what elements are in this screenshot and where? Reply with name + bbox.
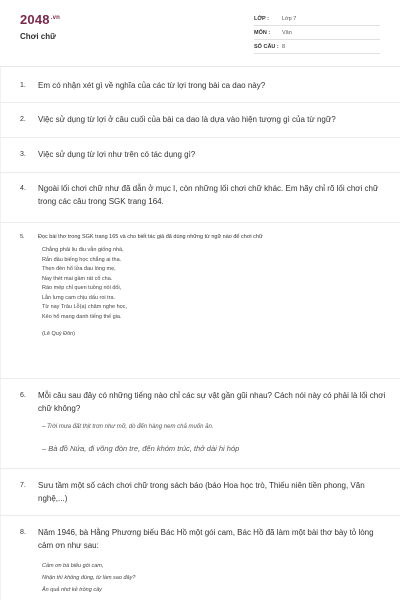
- poem-line: Từ nay Trâu Lỗ(a) chăm nghe học,: [42, 304, 128, 310]
- question-3: [20, 148, 388, 161]
- divider: [0, 222, 400, 223]
- meta-row-subject: [254, 26, 380, 40]
- question-4: [20, 182, 388, 208]
- poem: [42, 246, 388, 322]
- header-divider: [0, 66, 400, 67]
- poem-line: Nay thét mai gầm rát cổ cha.: [42, 275, 113, 282]
- poem-line: Ráo mép chỉ quen tuồng nói dối,: [42, 285, 122, 291]
- letter-line: Cảm ơn bà biếu gói cam,: [42, 563, 104, 569]
- meta-value: Lớp 7: [282, 15, 297, 22]
- question-number: 2.: [20, 116, 26, 123]
- example-quote: – Trời mưa đất thịt trơn như mỡ, dò đến hàng nem chả muốn ăn.: [42, 424, 214, 430]
- question-text: Việc sử dụng từ lợi ở câu cuối của bài ca dao là dựa vào hiện tượng gì của từ ngữ?: [38, 115, 336, 124]
- meta-value: 8: [282, 43, 286, 50]
- question-1: [20, 79, 388, 92]
- meta-row-count: [254, 40, 380, 54]
- poem-author: (Lê Quý Đôn): [42, 331, 76, 337]
- meta-value: Văn: [282, 29, 292, 36]
- divider: [0, 172, 400, 173]
- question-2: [20, 113, 388, 126]
- question-8: [20, 526, 388, 596]
- meta-table: [254, 12, 380, 54]
- question-text: Em có nhận xét gì về nghĩa của các từ lợi trong bài ca dao này?: [38, 81, 266, 90]
- meta-label: MÔN :: [254, 29, 271, 36]
- question-6: [20, 389, 388, 455]
- divider: [0, 378, 400, 379]
- meta-label: SỐ CÂU :: [254, 43, 279, 50]
- question-text: Năm 1946, bà Hằng Phương biếu Bác Hồ một gói cam, Bác Hồ đã làm một bài thơ bày tỏ lòng cảm ơn như sau:: [38, 528, 374, 550]
- poem-line: Rắn đầu biếng học chẳng ai tha.: [42, 256, 122, 263]
- site-logo[interactable]: [20, 12, 60, 27]
- example-quote: – Bà đồ Nứa, đi võng đòn tre, đến khóm trúc, thở dài hi hóp: [42, 444, 240, 453]
- poem-line: Kẻo hổ mang danh tiếng thế gia.: [42, 313, 122, 320]
- page-header: [0, 0, 400, 66]
- question-5: [20, 233, 388, 341]
- question-number: 7.: [20, 482, 26, 489]
- logo-main: 2048: [20, 12, 50, 27]
- poem-line: Lằn lưng cam chịu dấu roi tra.: [42, 294, 116, 301]
- letter-poem: [42, 560, 388, 596]
- poem-line: Thẹn đèn hổ lửa đau lòng mẹ,: [42, 266, 116, 272]
- question-text: Việc sử dụng từ lợi như trên có tác dụng gì?: [38, 150, 196, 159]
- divider: [0, 102, 400, 103]
- question-number: 5.: [20, 234, 25, 240]
- letter-line: Ăn quả nhớ kẻ trồng cây: [42, 587, 102, 593]
- divider: [0, 515, 400, 516]
- poem-line: Chẳng phải liu điu vẫn giống nhà,: [42, 247, 124, 253]
- question-text: Sưu tầm một số cách chơi chữ trong sách báo (báo Hoa học trò, Thiếu niên tiền phong, Văn nghệ,...): [38, 481, 365, 503]
- question-number: 3.: [20, 151, 26, 158]
- question-number: 4.: [20, 185, 26, 192]
- divider: [0, 468, 400, 469]
- question-text: Mỗi câu sau đây có những tiếng nào chỉ các sự vật gần gũi nhau? Cách nói này có phải là lối chơi chữ không?: [38, 391, 386, 413]
- question-7: [20, 479, 388, 505]
- page-title: Chơi chữ: [20, 32, 56, 41]
- meta-label: LỚP :: [254, 15, 269, 22]
- question-number: 1.: [20, 82, 26, 89]
- divider: [0, 137, 400, 138]
- question-number: 8.: [20, 529, 26, 536]
- logo-suffix: .vn: [50, 14, 61, 21]
- letter-line: Nhận thì không đúng, từ làm sao đây?: [42, 575, 136, 581]
- page-edge: [0, 0, 1, 600]
- question-text: Đọc bài thơ trong SGK trang 165 và cho biết tác giả đã dùng những từ ngữ nào để chơi chữ: [38, 234, 263, 240]
- question-text: Ngoài lối chơi chữ như đã dẫn ở mục I, còn những lối chơi chữ khác. Em hãy chỉ rõ lối chơi chữ trong các câu trong SGK trang 164.: [38, 184, 379, 206]
- meta-row-class: [254, 12, 380, 26]
- question-number: 6.: [20, 392, 26, 399]
